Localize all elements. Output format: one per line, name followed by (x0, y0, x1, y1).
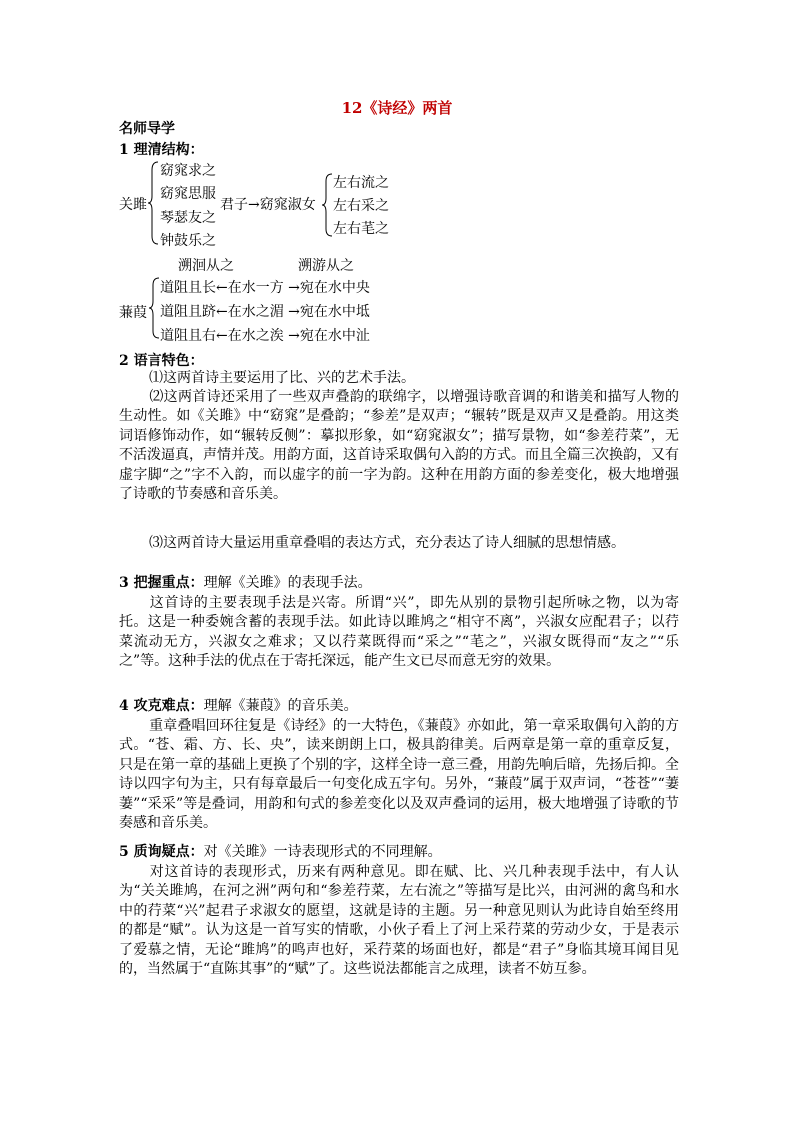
difficulty-lead: 理解《蒹葭》的音乐美。 (203, 698, 358, 714)
page-title: 12《诗经》两首 (341, 99, 453, 117)
focus-body: 这首诗的主要表现手法是兴寄。所谓“兴”，即先从别的景物引起所咏之物，以为寄托。这是一种委婉含蓄的表现手法。如此诗以雎鸠之“相守不离”，兴淑女应配君子；以荇菜流动无方，兴淑女之难求；又以荇菜既得而“采之”“芼之”，兴淑女既得而“友之”“乐之”等。这种手法的优点在于寄托深远，能产生文已尽而意无穷的效果。 (119, 595, 679, 670)
upper-label: 溯洄从之 (178, 258, 234, 274)
question-heading-line (119, 843, 679, 862)
language-point-3: ⑶这两首诗大量运用重章叠唱的表达方式，充分表达了诗人细腻的思想情感。 (149, 535, 625, 551)
question-lead: 对《关雎》一诗表现形式的不同理解。 (203, 844, 442, 860)
language-point-2: ⑵这两首诗还采用了一些双声叠韵的联绵字，以增强诗歌音调的和谐美和描写人物的生动性。如《关雎》中“窈窕”是叠韵；“参差”是双声；“辗转”既是双声又是叠韵。用这类词语修饰动作，如“辗转反侧”：摹拟形象，如“窈窕淑女”；描写景物，如“参差荇菜”，无不活泼逼真，声情并茂。用韵方面，这首诗采取偶句入韵的方式。而且全篇三次换韵，又有虚字脚“之”字不入韵，而以虚字的前一字为韵。这种在用韵方面的参差变化，极大地增强了诗歌的节奏感和音乐美。 (119, 389, 679, 503)
difficulty-label: 4 攻克难点： (119, 698, 204, 714)
difficulty-body: 重章叠唱回环往复是《诗经》的一大特色，《蒹葭》亦如此，第一章采取偶句入韵的方式。“苍、霜、方、长、央”，读来朗朗上口，极具韵律美。后两章是第一章的重章反复，只是在第一章的基础上更换了个别的字，这样全诗一意三叠，用韵先响后暗，先扬后抑。全诗以四字句为主，只有每章最后一句变化成五字句。另外，“蒹葭”属于双声词，“苍苍”“萋萋”“采采”等是叠词，用韵和句式的参差变化以及双声叠词的运用，极大地增强了诗歌的节奏感和音乐美。 (119, 718, 679, 832)
guanju-left-item: 窈窕求之 (160, 163, 216, 179)
guanju-left-item: 琴瑟友之 (160, 210, 216, 226)
language-point-1: ⑴这两首诗主要运用了比、兴的艺术手法。 (149, 370, 415, 386)
guanju-left-item: 钟鼓乐之 (160, 233, 216, 249)
guanju-left-item: 窈窕思服 (160, 186, 216, 202)
focus-lead: 理解《关雎》的表现手法。 (203, 575, 372, 591)
guanju-label: 关雎 (119, 197, 147, 213)
section-title: 名师导学 (119, 121, 175, 137)
structure-heading: 1 理清结构： (119, 142, 204, 158)
question-body: 对这首诗的表现形式，历来有两种意见。即在赋、比、兴几种表现手法中，有人认为“关关雎鸠，在河之洲”两句和“参差荇菜，左右流之”等描写是比兴，由河洲的禽鸟和水中的荇菜“兴”起君子求淑女的愿望，这就是诗的主题。另一种意见则认为此诗自始至终用的都是“赋”。认为这是一首写实的情歌，小伙子看上了河上采荇菜的劳动少女，于是表示了爱慕之情，无论“雎鸠”的鸣声也好，采荇菜的场面也好，都是“君子”身临其境耳闻目见的，当然属于“直陈其事”的“赋”了。这些说法都能言之成理，读者不妨互参。 (119, 864, 679, 978)
question-label: 5 质询疑点： (119, 844, 204, 860)
guanju-left-brace (148, 160, 160, 246)
guanju-right-item: 左右芼之 (333, 221, 389, 237)
difficulty-heading-line (119, 697, 679, 716)
upper-label: 溯游从之 (298, 258, 354, 274)
guanju-middle: 君子→窈窕淑女 (220, 197, 316, 213)
guanju-right-item: 左右采之 (333, 198, 389, 214)
guanju-right-item: 左右流之 (333, 175, 389, 191)
jianjia-label: 蒹葭 (119, 305, 147, 321)
jianjia-row: 道阻且右←在水之涘 →宛在水中沚 (160, 328, 370, 344)
jianjia-row: 道阻且跻←在水之湄 →宛在水中坻 (160, 304, 370, 320)
focus-heading-line (119, 574, 679, 593)
focus-label: 3 把握重点： (119, 575, 204, 591)
language-heading: 2 语言特色： (119, 353, 204, 369)
jianjia-row: 道阻且长←在水一方 →宛在水中央 (160, 280, 370, 296)
